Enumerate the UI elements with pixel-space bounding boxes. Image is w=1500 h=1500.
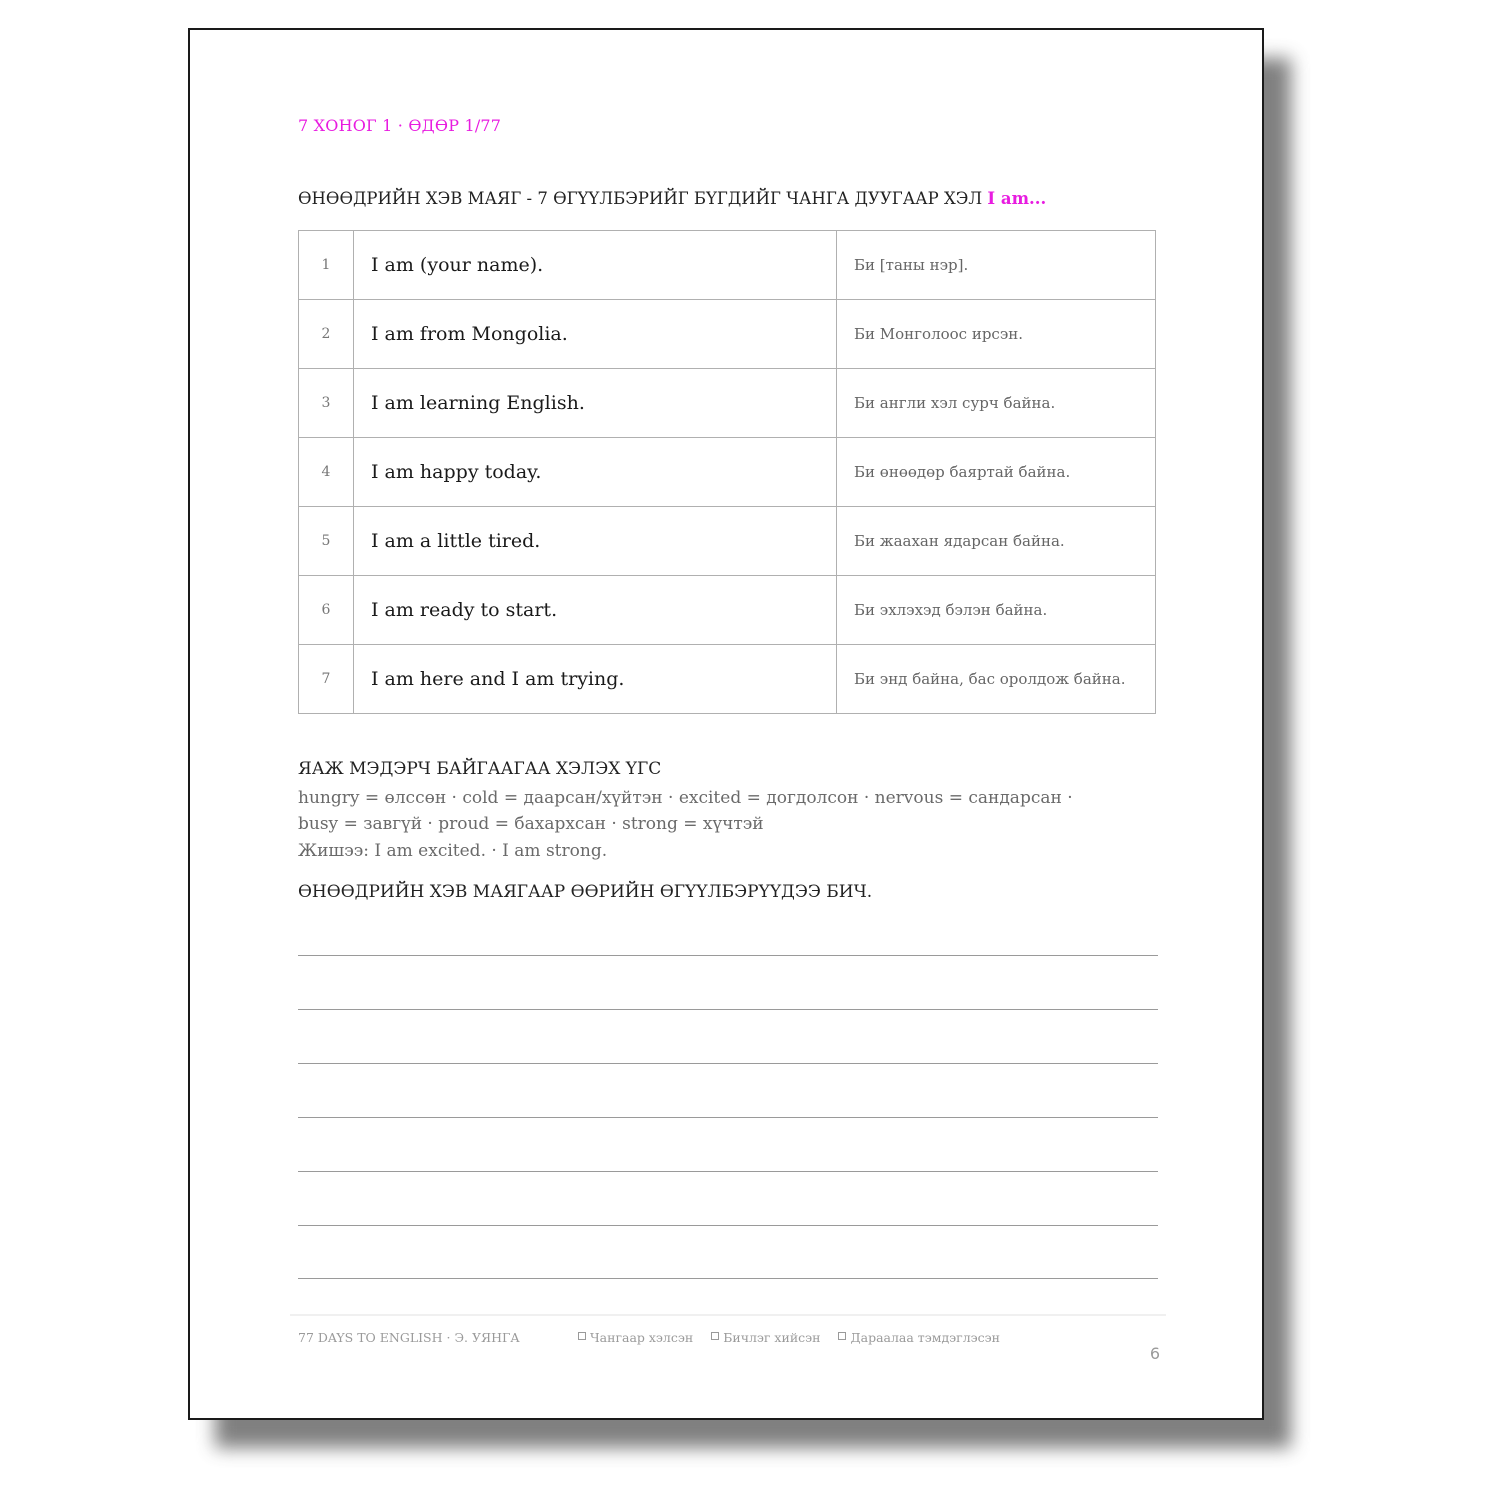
sentence-mongolian: Би эхлэхэд бэлэн байна. xyxy=(837,576,1156,645)
writing-line[interactable] xyxy=(298,1171,1158,1172)
writing-line[interactable] xyxy=(298,1278,1158,1279)
week-day-label: 7 ХОНОГ 1 · ӨДӨР 1/77 xyxy=(298,116,502,135)
sentence-english: I am from Mongolia. xyxy=(354,300,837,369)
checkbox-icon[interactable] xyxy=(838,1332,846,1340)
feelings-title: ЯАЖ МЭДЭРЧ БАЙГААГАА ХЭЛЭХ ҮГС xyxy=(298,759,662,779)
sentence-english: I am a little tired. xyxy=(354,507,837,576)
sentence-mongolian: Би англи хэл сурч байна. xyxy=(837,369,1156,438)
sentence-mongolian: Би жаахан ядарсан байна. xyxy=(837,507,1156,576)
checklist-item-recorded[interactable] xyxy=(711,1330,820,1345)
checkbox-icon[interactable] xyxy=(711,1332,719,1340)
page-number: 6 xyxy=(1149,1344,1160,1363)
pattern-accent: I am... xyxy=(987,189,1047,208)
sentence-number: 7 xyxy=(299,645,354,714)
sentence-number: 5 xyxy=(299,507,354,576)
feelings-vocab-line-1: hungry = өлссөн · cold = даарсан/хүйтэн · excited = догдолсон · nervous = сандарсан · xyxy=(298,788,1073,808)
sentence-english: I am (your name). xyxy=(354,231,837,300)
table-row xyxy=(299,438,1156,507)
table-row xyxy=(299,576,1156,645)
checkbox-icon[interactable] xyxy=(578,1332,586,1340)
sentence-number: 1 xyxy=(299,231,354,300)
feelings-vocab-line-2: busy = завгүй · proud = бахархсан · strong = хүчтэй xyxy=(298,814,764,834)
workbook-page xyxy=(188,28,1264,1420)
sentence-number: 6 xyxy=(299,576,354,645)
sentence-english: I am happy today. xyxy=(354,438,837,507)
sentence-english: I am here and I am trying. xyxy=(354,645,837,714)
sentence-english: I am learning English. xyxy=(354,369,837,438)
checklist-label: Бичлэг хийсэн xyxy=(723,1330,821,1345)
checklist-item-said-aloud[interactable] xyxy=(578,1330,693,1345)
checklist-label: Чангаар хэлсэн xyxy=(590,1330,694,1345)
table-row xyxy=(299,300,1156,369)
sentence-mongolian: Би Монголоос ирсэн. xyxy=(837,300,1156,369)
checklist-label: Дараалаа тэмдэглэсэн xyxy=(850,1330,1000,1345)
footer-divider xyxy=(290,1314,1166,1316)
table-row xyxy=(299,231,1156,300)
writing-title: ӨНӨӨДРИЙН ХЭВ МАЯГААР ӨӨРИЙН ӨГҮҮЛБЭРҮҮДЭЭ БИЧ. xyxy=(298,882,873,902)
sentence-mongolian: Би өнөөдөр баяртай байна. xyxy=(837,438,1156,507)
table-row xyxy=(299,369,1156,438)
table-row xyxy=(299,507,1156,576)
sentence-table xyxy=(298,230,1156,714)
checklist-item-logged-streak[interactable] xyxy=(838,1330,1000,1345)
footer-checklist xyxy=(578,1330,1014,1345)
writing-line[interactable] xyxy=(298,1117,1158,1118)
sentence-mongolian: Би [таны нэр]. xyxy=(837,231,1156,300)
pattern-heading-text: ӨНӨӨДРИЙН ХЭВ МАЯГ - 7 ӨГҮҮЛБЭРИЙГ БҮГДИЙГ ЧАНГА ДУУГААР ХЭЛ xyxy=(298,189,983,208)
writing-line[interactable] xyxy=(298,1009,1158,1010)
pattern-heading xyxy=(298,189,1046,208)
feelings-example: Жишээ: I am excited. · I am strong. xyxy=(298,841,608,861)
sentence-number: 4 xyxy=(299,438,354,507)
sentence-number: 2 xyxy=(299,300,354,369)
writing-line[interactable] xyxy=(298,955,1158,956)
sentence-number: 3 xyxy=(299,369,354,438)
writing-line[interactable] xyxy=(298,1225,1158,1226)
footer-book-title: 77 DAYS TO ENGLISH · Э. УЯНГА xyxy=(298,1330,520,1345)
sentence-mongolian: Би энд байна, бас оролдож байна. xyxy=(837,645,1156,714)
sentence-english: I am ready to start. xyxy=(354,576,837,645)
table-row xyxy=(299,645,1156,714)
writing-line[interactable] xyxy=(298,1063,1158,1064)
